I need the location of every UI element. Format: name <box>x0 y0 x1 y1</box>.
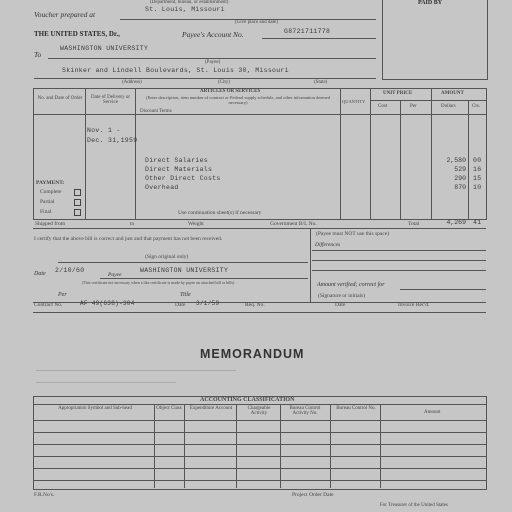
date-label: Date <box>34 271 46 277</box>
payee-account-label: Payee's Account No. <box>182 30 244 39</box>
payment-final-checkbox[interactable] <box>74 209 81 216</box>
col-quantity: QUANTITY <box>342 99 366 104</box>
voucher-prepared-value: St. Louis, Missouri <box>145 6 225 13</box>
city-caption: (City) <box>218 80 230 85</box>
certification-text: I certify that the above bill is correct and just and that payment has not been received. <box>34 236 223 242</box>
sign-caption: (Sign original only) <box>145 254 189 260</box>
payment-option-final: Final <box>40 209 52 215</box>
line-item-label: Other Direct Costs <box>145 175 221 182</box>
contract-value: AF 49(638)-304 <box>80 300 135 307</box>
line-item-dollars: 2,580 <box>446 157 466 164</box>
acct-col-appropriation: Appropriation Symbol and Sub-head <box>58 406 132 411</box>
total-cts: 41 <box>473 219 482 226</box>
line-item-dollars: 870 <box>454 184 466 191</box>
state-caption: (State) <box>314 80 328 85</box>
payee-sign-value: WASHINGTON UNIVERSITY <box>140 267 229 274</box>
line-item-dollars: 290 <box>454 175 466 182</box>
period-to: Dec. 31,1959 <box>87 137 138 144</box>
invoice-received-label: Invoice Rec'd. <box>398 302 430 308</box>
payment-complete-checkbox[interactable] <box>74 189 81 196</box>
col-dollars: Dollars <box>441 104 456 109</box>
address-caption: (Address) <box>122 80 142 85</box>
line-item-cts: 10 <box>473 184 482 191</box>
treasurer-note: For Treasurer of the United States <box>380 503 448 508</box>
line-item-cts: 16 <box>473 166 482 173</box>
payee-sign-label: Payee <box>108 272 122 278</box>
title-label: Title <box>180 292 191 298</box>
line-item-label: Overhead <box>145 184 179 191</box>
line-item-cts: 00 <box>473 157 482 164</box>
col-cts: Cts. <box>472 104 480 109</box>
date2-value: 3/1/59 <box>196 300 220 307</box>
payee-address: Skinker and Lindell Boulevards, St. Louis 30, Missouri <box>62 67 289 74</box>
col-unit-price: UNIT PRICE <box>383 91 413 96</box>
date3-label: Date <box>335 302 346 308</box>
amount-verified-label: Amount verified; correct for <box>317 282 385 288</box>
united-states-label: THE UNITED STATES, Dr., <box>34 30 120 38</box>
line-item-label: Direct Salaries <box>145 157 209 164</box>
date-value: 2/10/60 <box>55 267 85 274</box>
payment-option-partial: Partial <box>40 199 55 205</box>
col-date-delivery: Date of Delivery or Service <box>90 95 130 105</box>
shipped-to-label: to <box>130 221 135 227</box>
line-items-table <box>33 88 487 220</box>
memorandum-title: MEMORANDUM <box>200 347 305 361</box>
payee-not-use-note: (Payee must NOT use this space) <box>316 231 390 237</box>
shipped-from-label: Shipped from <box>35 221 66 227</box>
payment-option-complete: Complete <box>40 189 62 195</box>
col-amount: AMOUNT <box>441 91 464 96</box>
line-item-dollars: 529 <box>454 166 466 173</box>
col-per: Per <box>410 104 417 109</box>
col-no-date-order: No. and Date of Order <box>37 96 83 101</box>
certificate-footnote: (This certificate not necessary when a like certificate is made by payee on attached bill or bills) <box>82 280 235 285</box>
paid-by-label: PAID BY <box>418 0 443 6</box>
to-label: To <box>34 50 42 59</box>
total-label: Total <box>408 221 420 227</box>
continuation-note: Use continuation sheet(s) if necessary <box>178 210 262 216</box>
fr-nos-label: F.R.No's. <box>34 492 55 498</box>
acct-col-bureau-activity: Bureau Control Activity No. <box>289 406 321 416</box>
acct-col-expenditure: Expenditure Account <box>189 406 233 411</box>
place-date-caption: (Give place and date) <box>235 20 278 25</box>
col-cost: Cost <box>378 104 388 109</box>
total-dollars: 4,269 <box>446 219 466 226</box>
gov-bl-label: Government B/L No. <box>270 221 317 227</box>
payment-label: PAYMENT: <box>36 180 65 186</box>
col-articles-sub: (Enter description, item number of contract or Federal supply schedule, and other information deemed necessary) <box>145 95 331 105</box>
paid-by-box <box>382 0 488 80</box>
col-discount-terms: Discount Terms <box>140 109 172 114</box>
payee-name: WASHINGTON UNIVERSITY <box>60 45 149 52</box>
project-order-label: Project Order Date <box>292 492 334 498</box>
payee-account-value: G8721711778 <box>284 28 331 35</box>
voucher-prepared-label: Voucher prepared at <box>34 10 96 19</box>
weight-label: Weight <box>188 221 204 227</box>
payment-partial-checkbox[interactable] <box>74 199 81 206</box>
acct-col-chargeable: Chargeable Activity <box>247 406 271 416</box>
period-from: Nov. 1 - <box>87 127 121 134</box>
req-no-label: Req. No. <box>245 302 265 308</box>
signature-caption: (Signature or initials) <box>318 293 366 299</box>
acct-col-amount: Amount <box>424 410 441 415</box>
per-label: Per <box>58 292 67 298</box>
accounting-title: ACCOUNTING CLASSIFICATION <box>200 397 295 403</box>
contract-label: Contract No. <box>34 302 63 308</box>
line-item-cts: 15 <box>473 175 482 182</box>
acct-col-object-class: Object Class <box>156 406 182 411</box>
differences-label: Differences <box>315 242 341 248</box>
payee-caption: (Payee) <box>205 60 221 65</box>
col-articles-services: ARTICLES OR SERVICES <box>200 89 261 94</box>
date2-label: Date <box>175 302 186 308</box>
dept-caption: (Department, bureau, or establishment) <box>150 0 229 5</box>
line-item-label: Direct Materials <box>145 166 213 173</box>
acct-col-bureau-control: Bureau Control No. <box>336 406 376 411</box>
